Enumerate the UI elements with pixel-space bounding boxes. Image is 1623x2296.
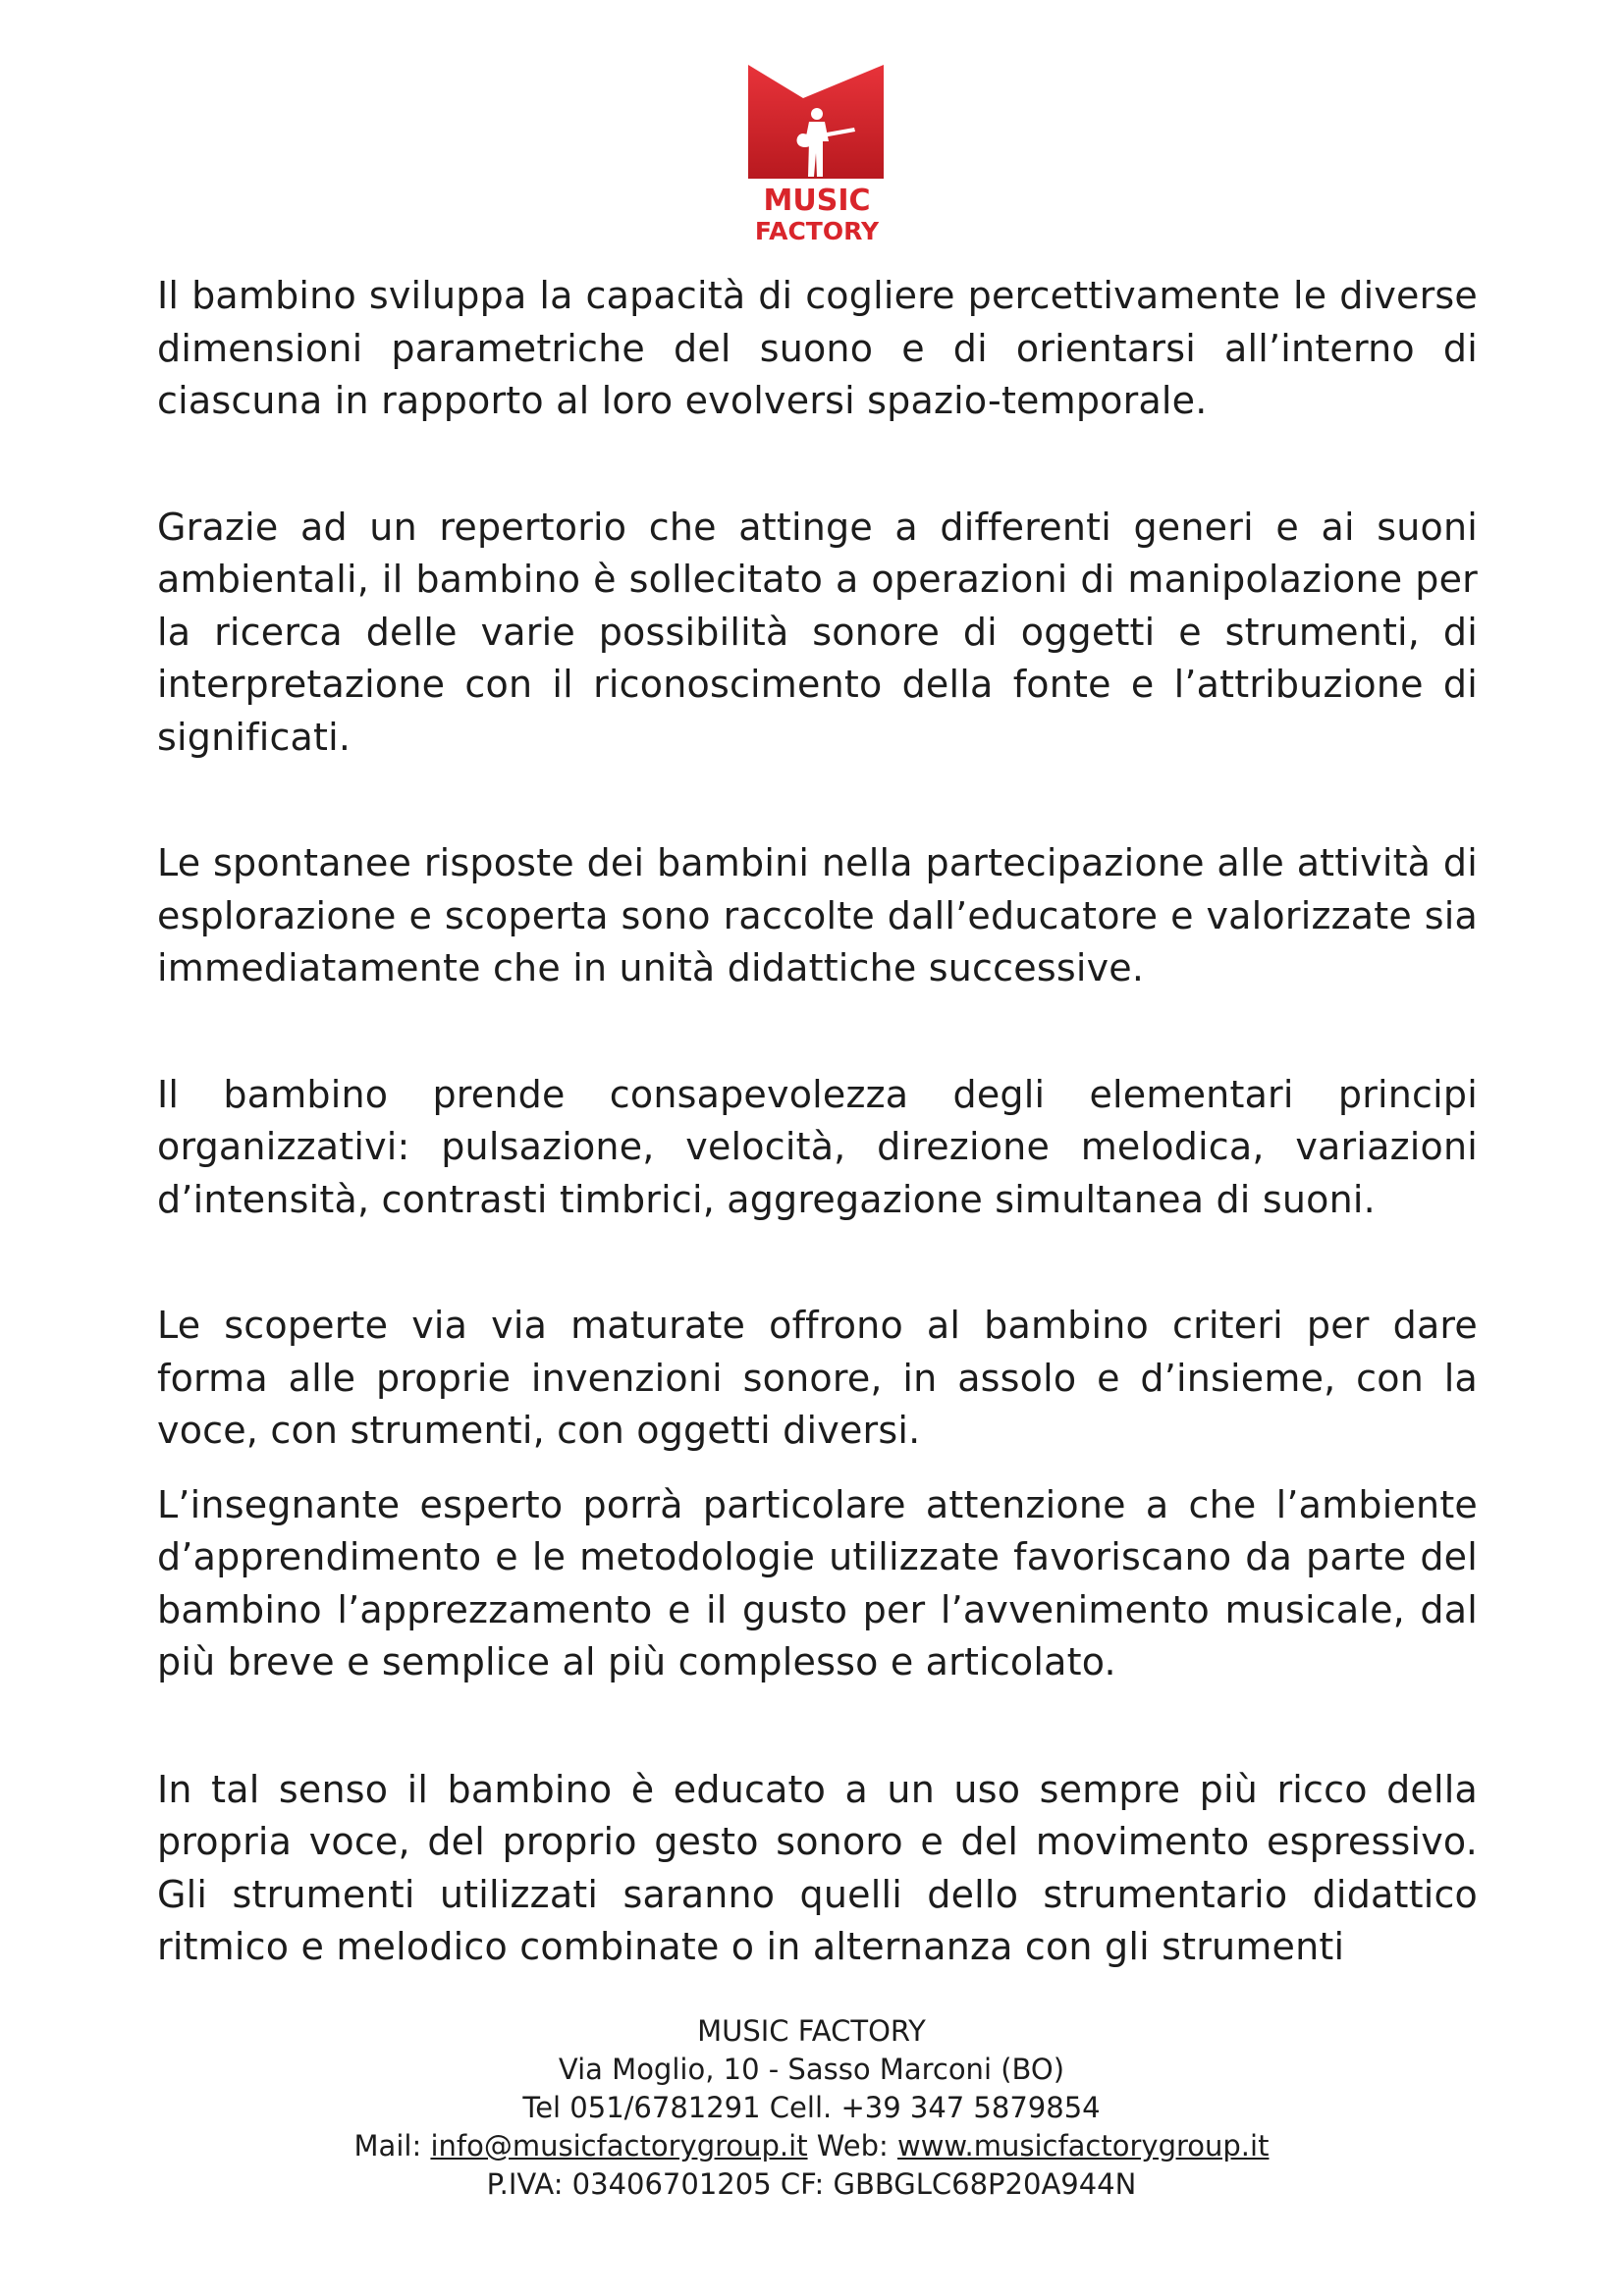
logo-graphic <box>744 63 890 249</box>
paragraph-2: Grazie ad un repertorio che attinge a differenti generi e ai suoni ambientali, il bambino è sollecitato a operazioni di manipolazione per la ricerca delle varie possibilità sonore di oggetti e strumenti, di interpretazione con il riconoscimento della fonte e l’attribuzione di significati. <box>157 505 1478 759</box>
footer-email-link[interactable]: info@musicfactorygroup.it <box>430 2129 808 2163</box>
logo-text-factory: FACTORY <box>754 217 880 245</box>
footer-phone: Tel 051/6781291 Cell. +39 347 5879854 <box>522 2091 1101 2124</box>
paragraph-5: Le scoperte via via maturate offrono al bambino criteri per dare forma alle proprie invenzioni sonore, in assolo e d’insieme, con la voce, con strumenti, con oggetti diversi. <box>157 1304 1478 1452</box>
music-factory-logo <box>744 63 890 249</box>
footer-company: MUSIC FACTORY <box>697 2014 926 2048</box>
logo-text-music: MUSIC <box>763 184 871 218</box>
footer-website-link[interactable]: www.musicfactorygroup.it <box>897 2129 1270 2163</box>
page-footer <box>0 2012 1623 2204</box>
paragraph-1: Il bambino sviluppa la capacità di cogliere percettivamente le diverse dimensioni parametriche del suono e di orientarsi all’interno di ciascuna in rapporto al loro evolversi spazio-temporale. <box>157 274 1478 422</box>
paragraph-4: Il bambino prende consapevolezza degli elementari principi organizzativi: pulsazione, velocità, direzione melodica, variazioni d’intensità, contrasti timbrici, aggregazione simultanea di suoni. <box>157 1072 1478 1221</box>
footer-tax-info: P.IVA: 03406701205 CF: GBBGLC68P20A944N <box>486 2167 1137 2201</box>
document-body <box>157 270 1478 1974</box>
footer-address: Via Moglio, 10 - Sasso Marconi (BO) <box>558 2053 1065 2086</box>
footer-web-label: Web: <box>807 2129 897 2163</box>
paragraph-3: Le spontanee risposte dei bambini nella partecipazione alle attività di esplorazione e scoperta sono raccolte dall’educatore e valorizzate sia immediatamente che in unità didattiche successive. <box>157 841 1478 989</box>
paragraph-6: L’insegnante esperto porrà particolare attenzione a che l’ambiente d’apprendimento e le metodologie utilizzate favoriscano da parte del bambino l’apprezzamento e il gusto per l’avvenimento musicale, dal più breve e semplice al più complesso e articolato. <box>157 1482 1478 1683</box>
paragraph-7: In tal senso il bambino è educato a un uso sempre più ricco della propria voce, del proprio gesto sonoro e del movimento espressivo. Gli strumenti utilizzati saranno quelli dello strumentario didattico ritmico e melodico combinate o in alternanza con gli strumenti <box>157 1767 1478 1968</box>
footer-mail-label: Mail: <box>353 2129 431 2163</box>
footer-contacts <box>0 2127 1623 2165</box>
